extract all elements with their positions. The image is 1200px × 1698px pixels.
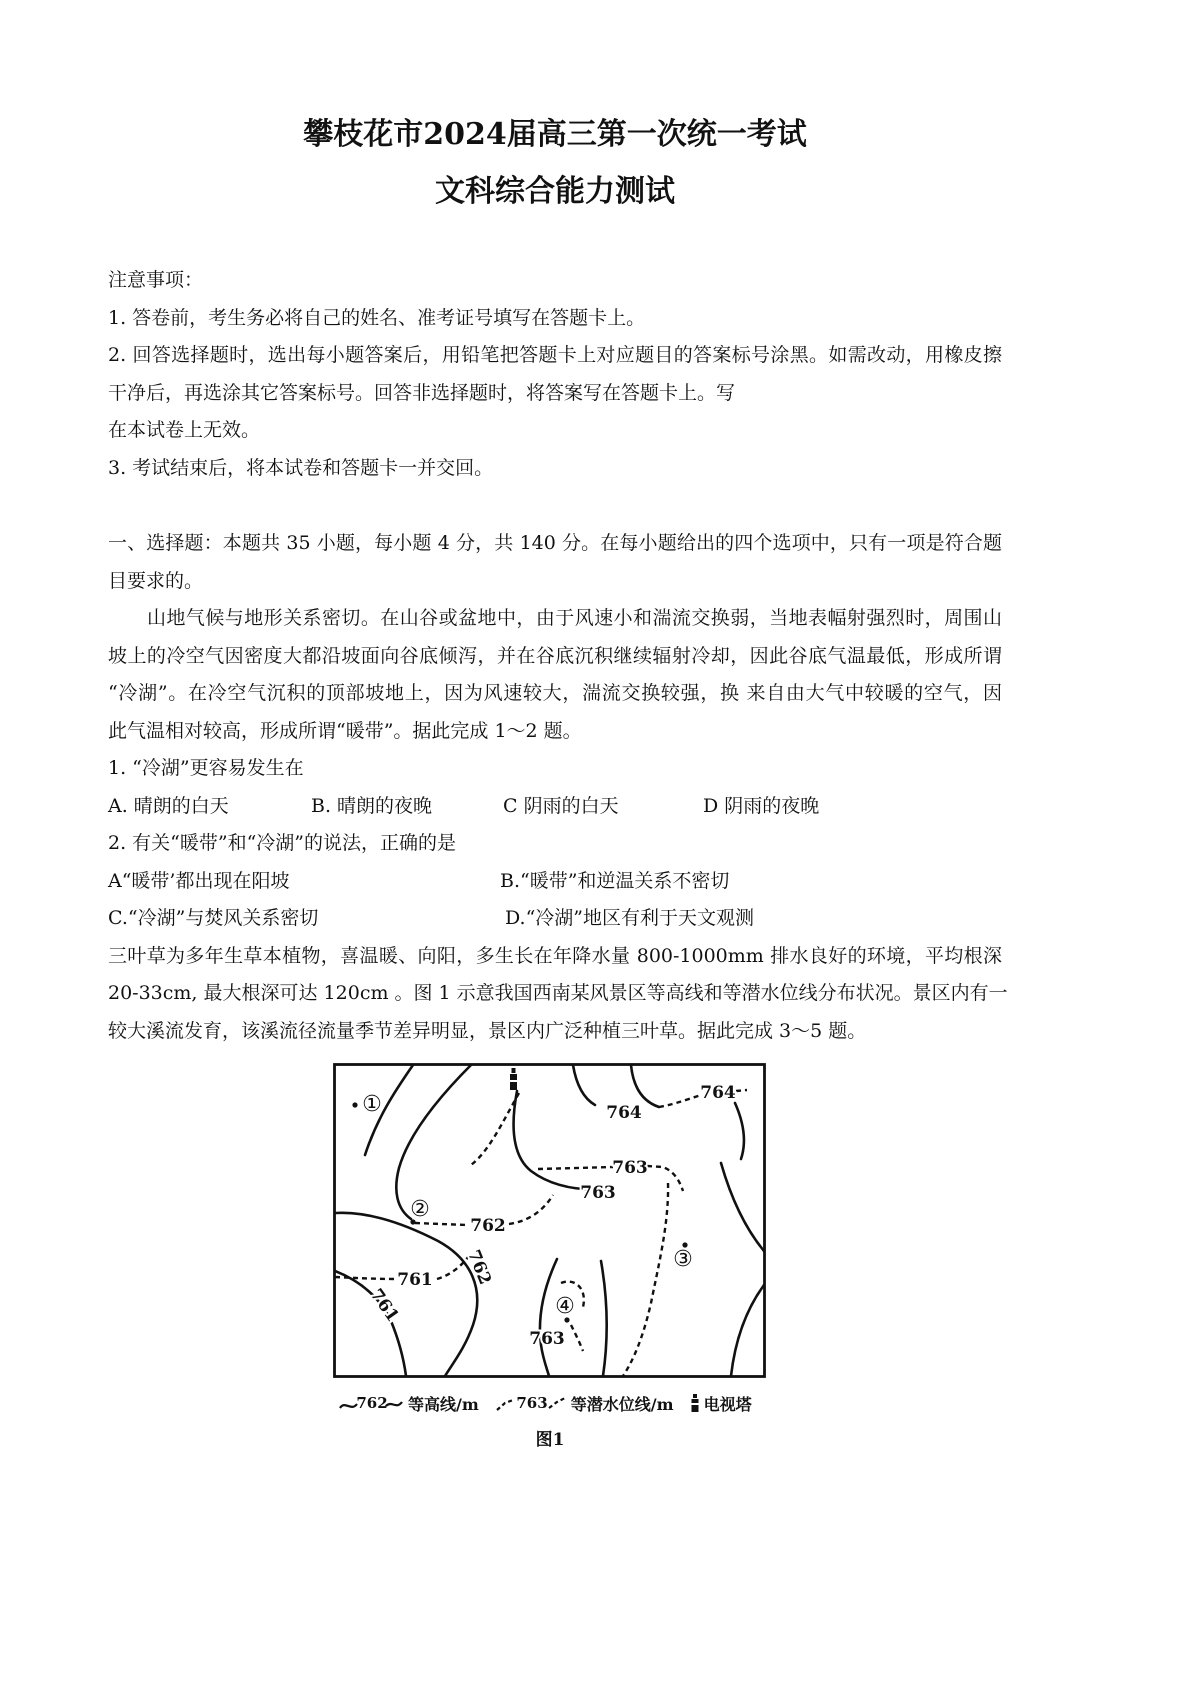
point-1-label: ① [362,1092,382,1117]
passage-2-line: 三叶草为多年生草本植物，喜温暖、向阳，多生长在年降水量 800-1000mm 排水良好的环境，平均根深 [108,945,1002,967]
map-legend [338,1390,770,1416]
notice-line: 在本试卷上无效。 [108,419,261,441]
question-1-option-d: D 阴雨的夜晚 [703,795,820,817]
question-1-option-c: C 阴雨的白天 [503,795,619,817]
tv-tower-icon [690,1393,700,1413]
exam-title: 攀枝花市2024届高三第一次统一考试 [303,117,807,152]
passage-1-line: 此气温相对较高，形成所谓“暖带”。据此完成 1～2 题。 [108,720,582,742]
question-2-option-a: A“暖带’都出现在阳坡 [108,870,290,892]
question-2-option-d: D.“冷湖”地区有利于天文观测 [505,907,755,929]
contour-legend-sample: 762 [356,1394,388,1412]
line-label: 763 [612,1158,648,1178]
exam-subtitle: 文科综合能力测试 [435,174,675,209]
line-label: 761 [397,1270,433,1290]
line-label: 762 [470,1216,506,1236]
passage-1-line: “冷湖”。在冷空气沉积的顶部坡地上，因为风速较大，湍流交换较强，换 来自由大气中较暖的空气，因 [108,682,1002,704]
point-dot [352,1102,357,1107]
water-table-legend-symbol [495,1392,567,1414]
water-table-legend-text: 等潜水位线/m [570,1394,674,1414]
contour-legend-symbol [338,1392,404,1414]
point-2-label: ② [410,1197,430,1222]
question-1-option-a: A. 晴朗的白天 [108,795,229,817]
line-label: 764 [606,1103,642,1123]
section-heading: 目要求的。 [108,570,204,592]
passage-2-line: 较大溪流发育，该溪流径流量季节差异明显，景区内广泛种植三叶草。据此完成 3～5 题。 [108,1020,867,1042]
notice-line: 干净后，再选涂其它答案标号。回答非选择题时，将答案写在答题卡上。写 [108,382,736,404]
water-table-legend-sample: 763 [516,1394,548,1412]
point-3-label: ③ [673,1247,693,1272]
question-1-option-b: B. 晴朗的夜晚 [311,795,433,817]
section-heading: 一、选择题：本题共 35 小题，每小题 4 分，共 140 分。在每小题给出的四个选项中，只有一项是符合题 [108,532,1002,554]
notice-line: 1. 答卷前，考生务必将自己的姓名、准考证号填写在答题卡上。 [108,307,646,329]
notice-heading: 注意事项： [108,269,204,291]
passage-1-line: 山地气候与地形关系密切。在山谷或盆地中，由于风速小和湍流交换弱，当地表幅射强烈时，周围山 [147,607,1002,629]
line-label: 761 [365,1285,403,1326]
notice-line: 2. 回答选择题时，选出每小题答案后，用铅笔把答题卡上对应题目的答案标号涂黑。如需改动，用橡皮擦 [108,344,1002,366]
contour-legend-text: 等高线/m [408,1394,479,1414]
question-1-stem: 1. “冷湖”更容易发生在 [108,757,304,779]
question-2-stem: 2. 有关“暖带”和“冷湖”的说法，正确的是 [108,832,457,854]
point-4-label: ④ [555,1294,575,1319]
contour-map [333,1063,766,1378]
figure-caption: 图1 [535,1430,565,1450]
passage-2-line: 20-33cm, 最大根深可达 120cm 。图 1 示意我国西南某风景区等高线和等潜水位线分布状况。景区内有一 [108,982,1008,1004]
line-label: 763 [529,1329,565,1349]
question-2-option-c: C.“冷湖”与焚风关系密切 [108,907,319,929]
line-label: 762 [463,1247,495,1288]
notice-line: 3. 考试结束后，将本试卷和答题卡一并交回。 [108,457,494,479]
line-label: 764 [700,1083,736,1103]
line-label: 763 [580,1183,616,1203]
tv-tower-legend-text: 电视塔 [703,1394,752,1414]
passage-1-line: 坡上的冷空气因密度大都沿坡面向谷底倾泻，并在谷底沉积继续辐射冷却，因此谷底气温最低，形成所谓 [108,645,1002,667]
question-2-option-b: B.“暖带”和逆温关系不密切 [500,870,730,892]
